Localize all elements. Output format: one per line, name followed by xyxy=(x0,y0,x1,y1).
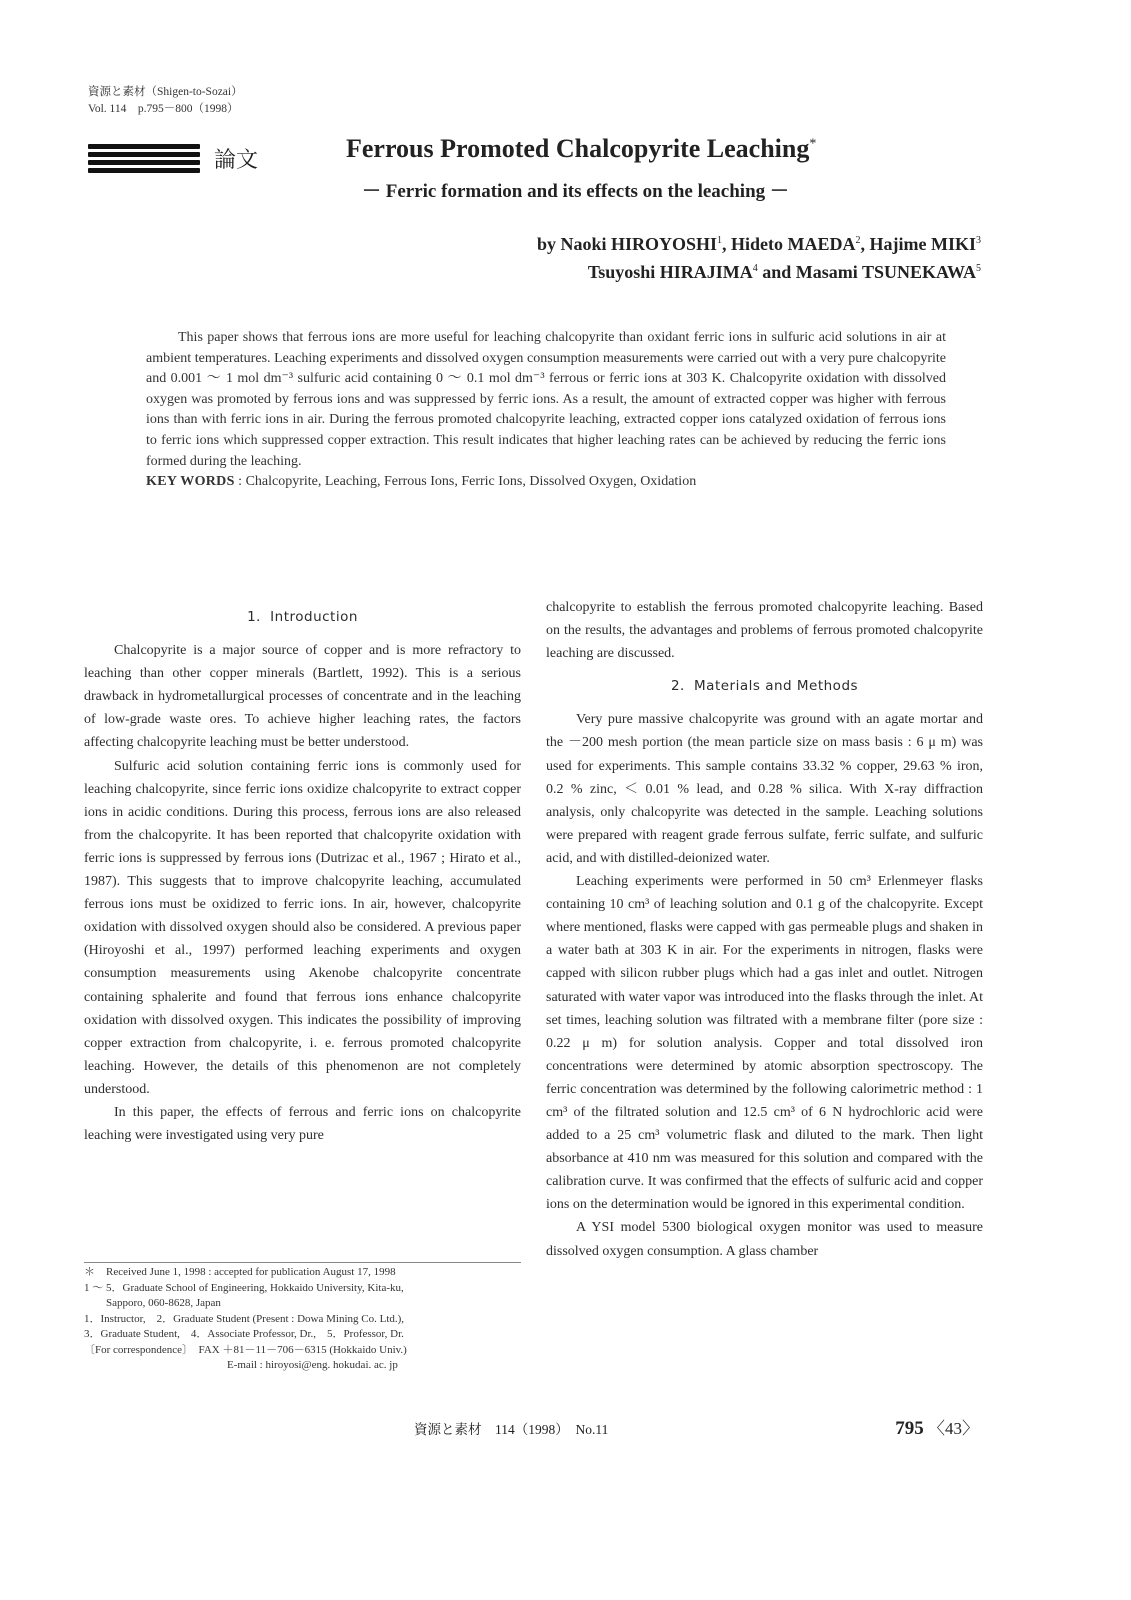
author-name: Hideto MAEDA xyxy=(731,234,856,254)
footnote-line: 1 ～ 5．Graduate School of Engineering, Hokkaido University, Kita-ku, xyxy=(84,1281,404,1294)
author-separator: , xyxy=(722,234,732,254)
paper-subtitle: － Ferric formation and its effects on the leaching － xyxy=(362,181,789,202)
author-name: Hajime MIKI xyxy=(869,234,976,254)
page-number: 795 xyxy=(895,1418,924,1439)
footer-journal-issue: 資源と素材 114（1998） No.11 xyxy=(414,1422,609,1437)
methods-paragraph-1: Very pure massive chalcopyrite was ground with an agate mortar and the －200 mesh portion (the mean particle size on mass basis : 6 μ m) was used for experiments. This sample contains 33.32 % copper, 29.63 % iron, 0.2 % zinc, ＜ 0.01 % lead, and 0.28 % silica. With X-ray diffraction analysis, only chalcopyrite was detected in the sample. Leaching solutions were prepared with reagent grade ferrous sulfate, ferric sulfate, and sulfuric acid, and with distilled-deionized water. xyxy=(546,712,983,866)
author-mark: 3 xyxy=(976,235,981,246)
author-mark: 5 xyxy=(976,263,981,274)
footer-page xyxy=(895,1414,979,1440)
author-mark: 2 xyxy=(855,235,861,246)
journal-volume: Vol. 114 p.795－800（1998） xyxy=(88,103,239,115)
article-type-badge xyxy=(88,143,258,174)
footnote-line: E-mail : hiroyosi@eng. hokudai. ac. jp xyxy=(84,1359,398,1371)
author-name: Masami TSUNEKAWA xyxy=(795,262,976,282)
author-name: Naoki HIROYOSHI xyxy=(560,234,718,254)
footnote-line: Sapporo, 060-8628, Japan xyxy=(84,1297,221,1309)
intro-paragraph-2: Sulfuric acid solution containing ferric ions is commonly used for leaching chalcopyrite, since ferric ions oxidize chalcopyrite to extract copper ions in acidic conditions. During this process, ferrous ions are also released from the chalcopyrite. It has been reported that chalcopyrite oxidation with ferric ions is suppressed by ferrous ions (Dutrizac et al., 1967 ; Hirato et al., 1987). This suggests that to improve chalcopyrite leaching, accumulated ferrous ions must be oxidized to ferric ions. In air, however, chalcopyrite oxidation with dissolved oxygen should also be considered. A previous paper (Hiroyoshi et al., 1997) performed leaching experiments and oxygen consumption measurements using Akenobe chalcopyrite concentrate containing sphalerite and found that ferrous ions enhance chalcopyrite oxidation with dissolved oxygen. This indicates the possibility of improving copper extraction from chalcopyrite, i. e. ferrous promoted chalcopyrite leaching. However, the details of this phenomenon are not completely understood. xyxy=(84,758,521,1097)
section-heading-introduction: 1．Introduction xyxy=(247,609,358,625)
methods-paragraph-2: Leaching experiments were performed in 50 cm³ Erlenmeyer flasks containing 10 cm³ of leaching solution and 0.1 g of the chalcopyrite. Except where mentioned, flasks were capped with gas permeable plugs and shaken in a water bath at 303 K in air. For the experiments in nitrogen, flasks were capped with silicon rubber plugs which had a gas inlet and outlet. Nitrogen saturated with water vapor was introduced into the flasks through the inlet. At set times, leaching solution was filtrated with a membrane filter (pore size : 0.22 μ m) for solution analysis. Copper and total dissolved iron concentrations were determined by atomic absorption spectroscopy. The ferric concentration was determined by the following calorimetric method : 1 cm³ of the filtrated solution and 12.5 cm³ of 6 N hydrochloric acid were added to a 25 cm³ volumetric flask and diluted to the mark. Then light absorbance at 410 nm was measured for this solution and compared with the calibration curve. It was confirmed that the effects of sulfuric acid and copper ions on the determination would be ignored in this experimental condition. xyxy=(546,874,983,1213)
footnote-line: 1．Instructor, 2．Graduate Student (Present : Dowa Mining Co. Ltd.), xyxy=(84,1312,405,1325)
footnote-line: 3．Graduate Student, 4．Associate Professor, Dr., 5．Professor, Dr. xyxy=(84,1328,404,1340)
article-type-label: 論文 xyxy=(214,148,259,173)
author-mark: 4 xyxy=(752,263,758,274)
author-name: Tsuyoshi HIRAJIMA xyxy=(587,262,753,282)
footnotes xyxy=(84,1262,521,1374)
intro-paragraph-3: In this paper, the effects of ferrous and ferric ions on chalcopyrite leaching were investigated using very pure xyxy=(84,1104,521,1144)
abstract xyxy=(146,328,946,493)
intro-paragraph-3-continued: chalcopyrite to establish the ferrous promoted chalcopyrite leaching. Based on the results, the advantages and problems of ferrous promoted chalcopyrite leaching are discussed. xyxy=(546,600,983,662)
title-footnote-mark: * xyxy=(809,136,817,152)
left-column xyxy=(84,604,521,1147)
badge-stripes-icon xyxy=(88,144,200,174)
keywords-label: KEY WORDS xyxy=(146,474,235,490)
paper-title xyxy=(346,134,816,164)
footnote-line: ＊ Received June 1, 1998 : accepted for publication August 17, 1998 xyxy=(84,1266,396,1278)
methods-paragraph-3: A YSI model 5300 biological oxygen monitor was used to measure dissolved oxygen consumption. A glass chamber xyxy=(546,1220,983,1259)
paper-title-text: Ferrous Promoted Chalcopyrite Leaching xyxy=(346,134,810,163)
authors-prefix: by xyxy=(536,234,556,254)
authors-line-2 xyxy=(588,258,981,286)
page-number-alt: 〈43〉 xyxy=(928,1419,979,1438)
author-separator: and xyxy=(757,262,796,282)
authors-line-1 xyxy=(537,230,981,258)
section-heading-methods: 2．Materials and Methods xyxy=(670,678,859,695)
right-column xyxy=(546,596,983,1263)
author-mark: 1 xyxy=(717,235,723,246)
keywords-text: Chalcopyrite, Leaching, Ferrous Ions, Ferric Ions, Dissolved Oxygen, Oxidation xyxy=(245,474,697,490)
journal-name: 資源と素材（Shigen-to-Sozai） xyxy=(88,86,243,98)
footnote-line: 〔For correspondence〕 FAX ＋81－11－706－6315 (Hokkaido Univ.) xyxy=(84,1343,407,1356)
intro-paragraph-1: Chalcopyrite is a major source of copper and is more refractory to leaching than other copper minerals (Bartlett, 1992). This is a serious drawback in hydrometallurgical processes of concentrate and in the leaching of low-grade waste ores. To achieve higher leaching rates, the factors affecting chalcopyrite leaching must be better understood. xyxy=(84,643,521,751)
keywords: KEY WORDS : Chalcopyrite, Leaching, Ferrous Ions, Ferric Ions, Dissolved Oxygen, Oxidation xyxy=(146,474,697,490)
author-separator: , xyxy=(860,234,870,254)
abstract-text: This paper shows that ferrous ions are more useful for leaching chalcopyrite than oxidant ferric ions in sulfuric acid solutions in air at ambient temperatures. Leaching experiments and dissolved oxygen consumption measurements were carried out with a very pure chalcopyrite and 0.001 ～ 1 mol dm⁻³ sulfuric acid containing 0 ～ 0.1 mol dm⁻³ ferrous or ferric ions at 303 K. Chalcopyrite oxidation with dissolved oxygen was promoted by ferrous ions and was suppressed by ferric ions. As a result, the amount of extracted copper was higher with ferrous ions than with ferric ions in air. During the ferrous promoted chalcopyrite leaching, extracted copper ions catalyzed oxidation of ferrous ions to ferric ions which suppressed copper extraction. This result indicates that higher leaching rates can be achieved by reducing the ferric ions formed during the leaching. xyxy=(146,330,946,469)
